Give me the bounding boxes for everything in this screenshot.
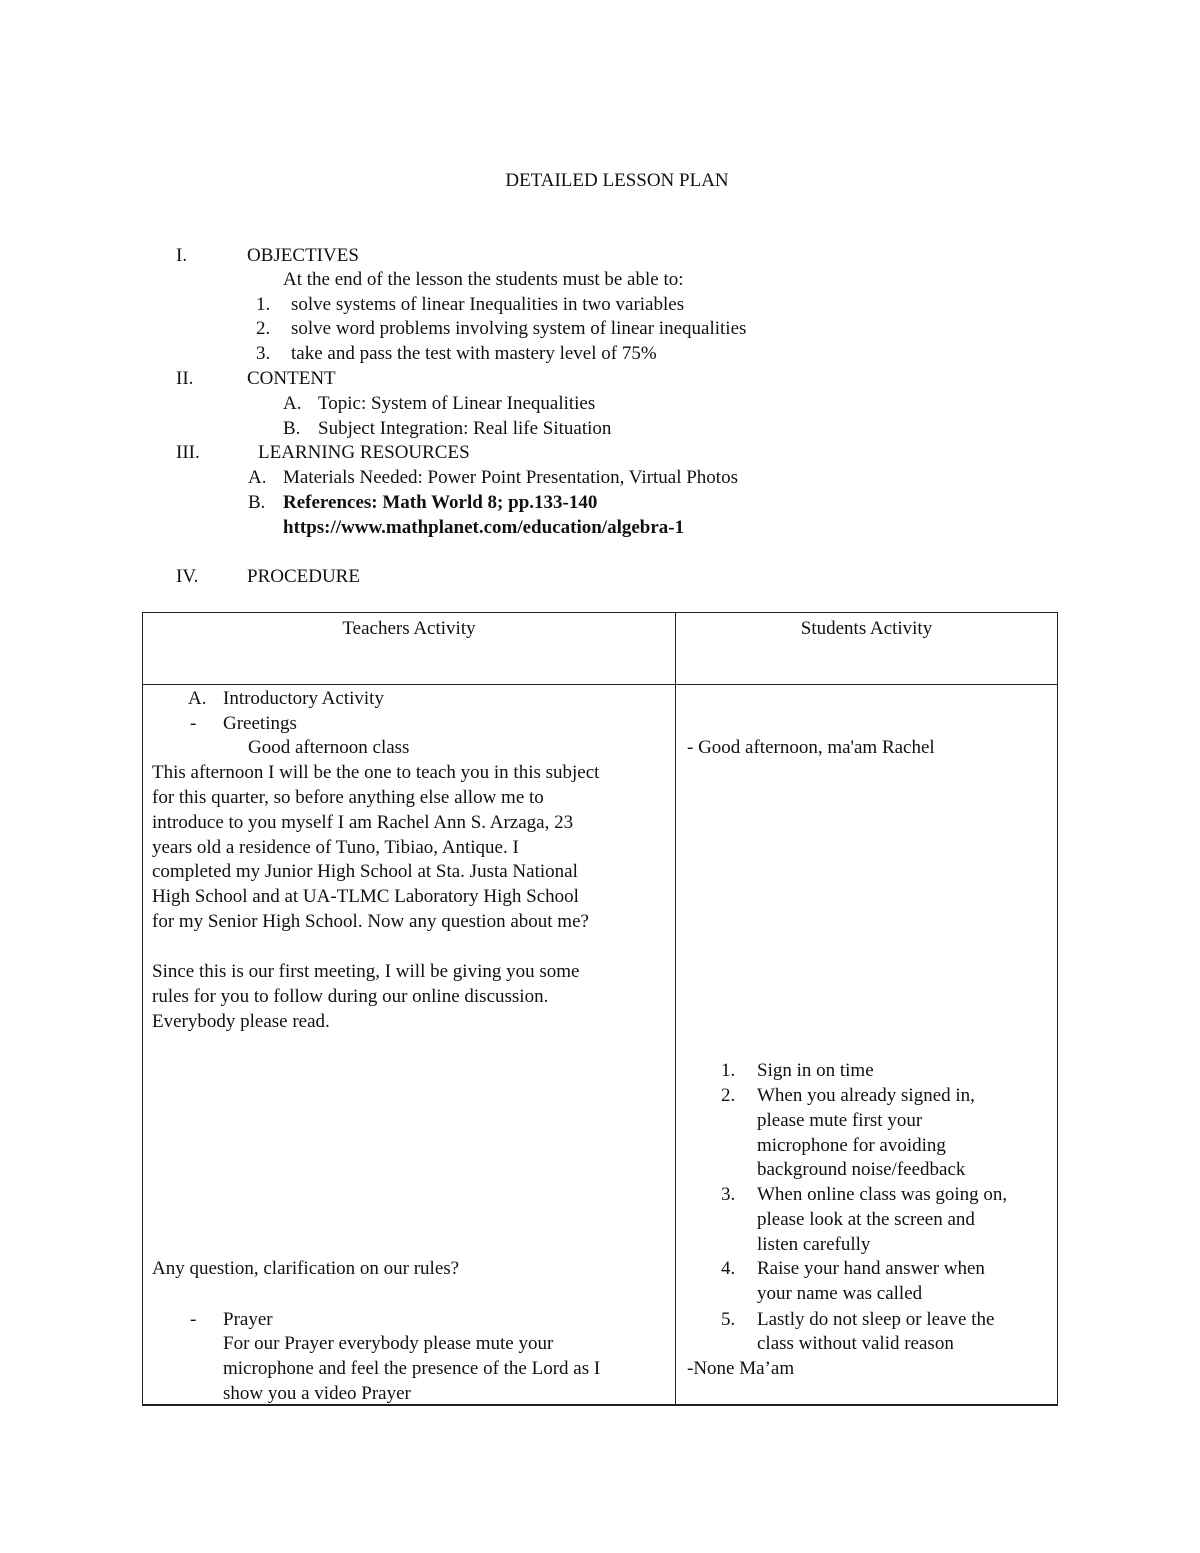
table-border-right [1057,612,1058,1406]
table-header-students: Students Activity [800,618,933,639]
section-numeral-content: II. [176,368,194,389]
table-border-bottom [142,1404,1058,1406]
rule-line: your name was called [757,1283,923,1304]
content-item: Subject Integration: Real life Situation [318,418,612,439]
section-heading-objectives: OBJECTIVES [247,245,359,266]
intro-letter: A. [188,688,207,709]
resource-letter: A. [248,467,267,488]
resource-letter: B. [248,492,266,513]
rule-line: please mute first your [757,1110,923,1131]
rule-line: please look at the screen and [757,1209,975,1230]
student-none-reply: -None Ma’am [687,1358,795,1379]
student-greeting-reply: - Good afternoon, ma'am Rachel [687,737,935,758]
rule-number: 5. [721,1309,736,1330]
teacher-paragraph-line: completed my Junior High School at Sta. Justa National [152,861,578,882]
objectives-intro: At the end of the lesson the students must be able to: [283,269,684,290]
section-numeral-objectives: I. [176,245,188,266]
prayer-heading: Prayer [223,1309,273,1330]
content-letter: A. [283,393,302,414]
greetings-line: Good afternoon class [248,737,410,758]
prayer-line: show you a video Prayer [223,1383,411,1404]
prayer-line: For our Prayer everybody please mute your [223,1333,554,1354]
objective-number: 1. [256,294,271,315]
rules-question: Any question, clarification on our rules? [152,1258,460,1279]
rule-line: listen carefully [757,1234,871,1255]
content-letter: B. [283,418,301,439]
intro-heading: Introductory Activity [223,688,384,709]
objective-item: solve word problems involving system of linear inequalities [291,318,747,339]
teacher-paragraph-line: rules for you to follow during our online discussion. [152,986,549,1007]
resource-item: Materials Needed: Power Point Presentation, Virtual Photos [283,467,738,488]
rule-number: 1. [721,1060,736,1081]
table-header-divider [142,684,1058,685]
teacher-paragraph-line: High School and at UA-TLMC Laboratory High School [152,886,579,907]
teacher-paragraph-line: years old a residence of Tuno, Tibiao, Antique. I [152,837,519,858]
content-item: Topic: System of Linear Inequalities [318,393,596,414]
section-heading-resources: LEARNING RESOURCES [258,442,470,463]
reference-url[interactable]: https://www.mathplanet.com/education/algebra-1 [283,517,685,538]
teacher-paragraph-line: Everybody please read. [152,1011,330,1032]
page-title: DETAILED LESSON PLAN [505,170,729,191]
rule-line: Raise your hand answer when [757,1258,985,1279]
table-column-divider [675,612,676,1406]
objective-item: solve systems of linear Inequalities in two variables [291,294,685,315]
teacher-paragraph-line: for this quarter, so before anything else allow me to [152,787,544,808]
table-header-teachers: Teachers Activity [342,618,476,639]
resource-item-references: References: Math World 8; pp.133-140 [283,492,598,513]
rule-line: background noise/feedback [757,1159,966,1180]
section-numeral-resources: III. [176,442,200,463]
teacher-paragraph-line: for my Senior High School. Now any question about me? [152,911,589,932]
teacher-paragraph-line: This afternoon I will be the one to teach you in this subject [152,762,600,783]
section-heading-content: CONTENT [247,368,336,389]
rule-number: 3. [721,1184,736,1205]
rule-line: microphone for avoiding [757,1135,946,1156]
prayer-dash: - [190,1309,197,1330]
rule-number: 4. [721,1258,736,1279]
section-heading-procedure: PROCEDURE [247,566,360,587]
objective-item: take and pass the test with mastery level of 75% [291,343,657,364]
rule-line: Sign in on time [757,1060,874,1081]
objective-number: 2. [256,318,271,339]
greetings-dash: - [190,713,197,734]
objective-number: 3. [256,343,271,364]
section-numeral-procedure: IV. [176,566,199,587]
rule-line: class without valid reason [757,1333,954,1354]
rule-line: When you already signed in, [757,1085,975,1106]
greetings-heading: Greetings [223,713,297,734]
rule-line: Lastly do not sleep or leave the [757,1309,995,1330]
rule-number: 2. [721,1085,736,1106]
teacher-paragraph-line: Since this is our first meeting, I will be giving you some [152,961,580,982]
table-border-top [142,612,1058,613]
prayer-line: microphone and feel the presence of the Lord as I [223,1358,601,1379]
rule-line: When online class was going on, [757,1184,1008,1205]
teacher-paragraph-line: introduce to you myself I am Rachel Ann S. Arzaga, 23 [152,812,574,833]
table-border-left [142,612,143,1406]
